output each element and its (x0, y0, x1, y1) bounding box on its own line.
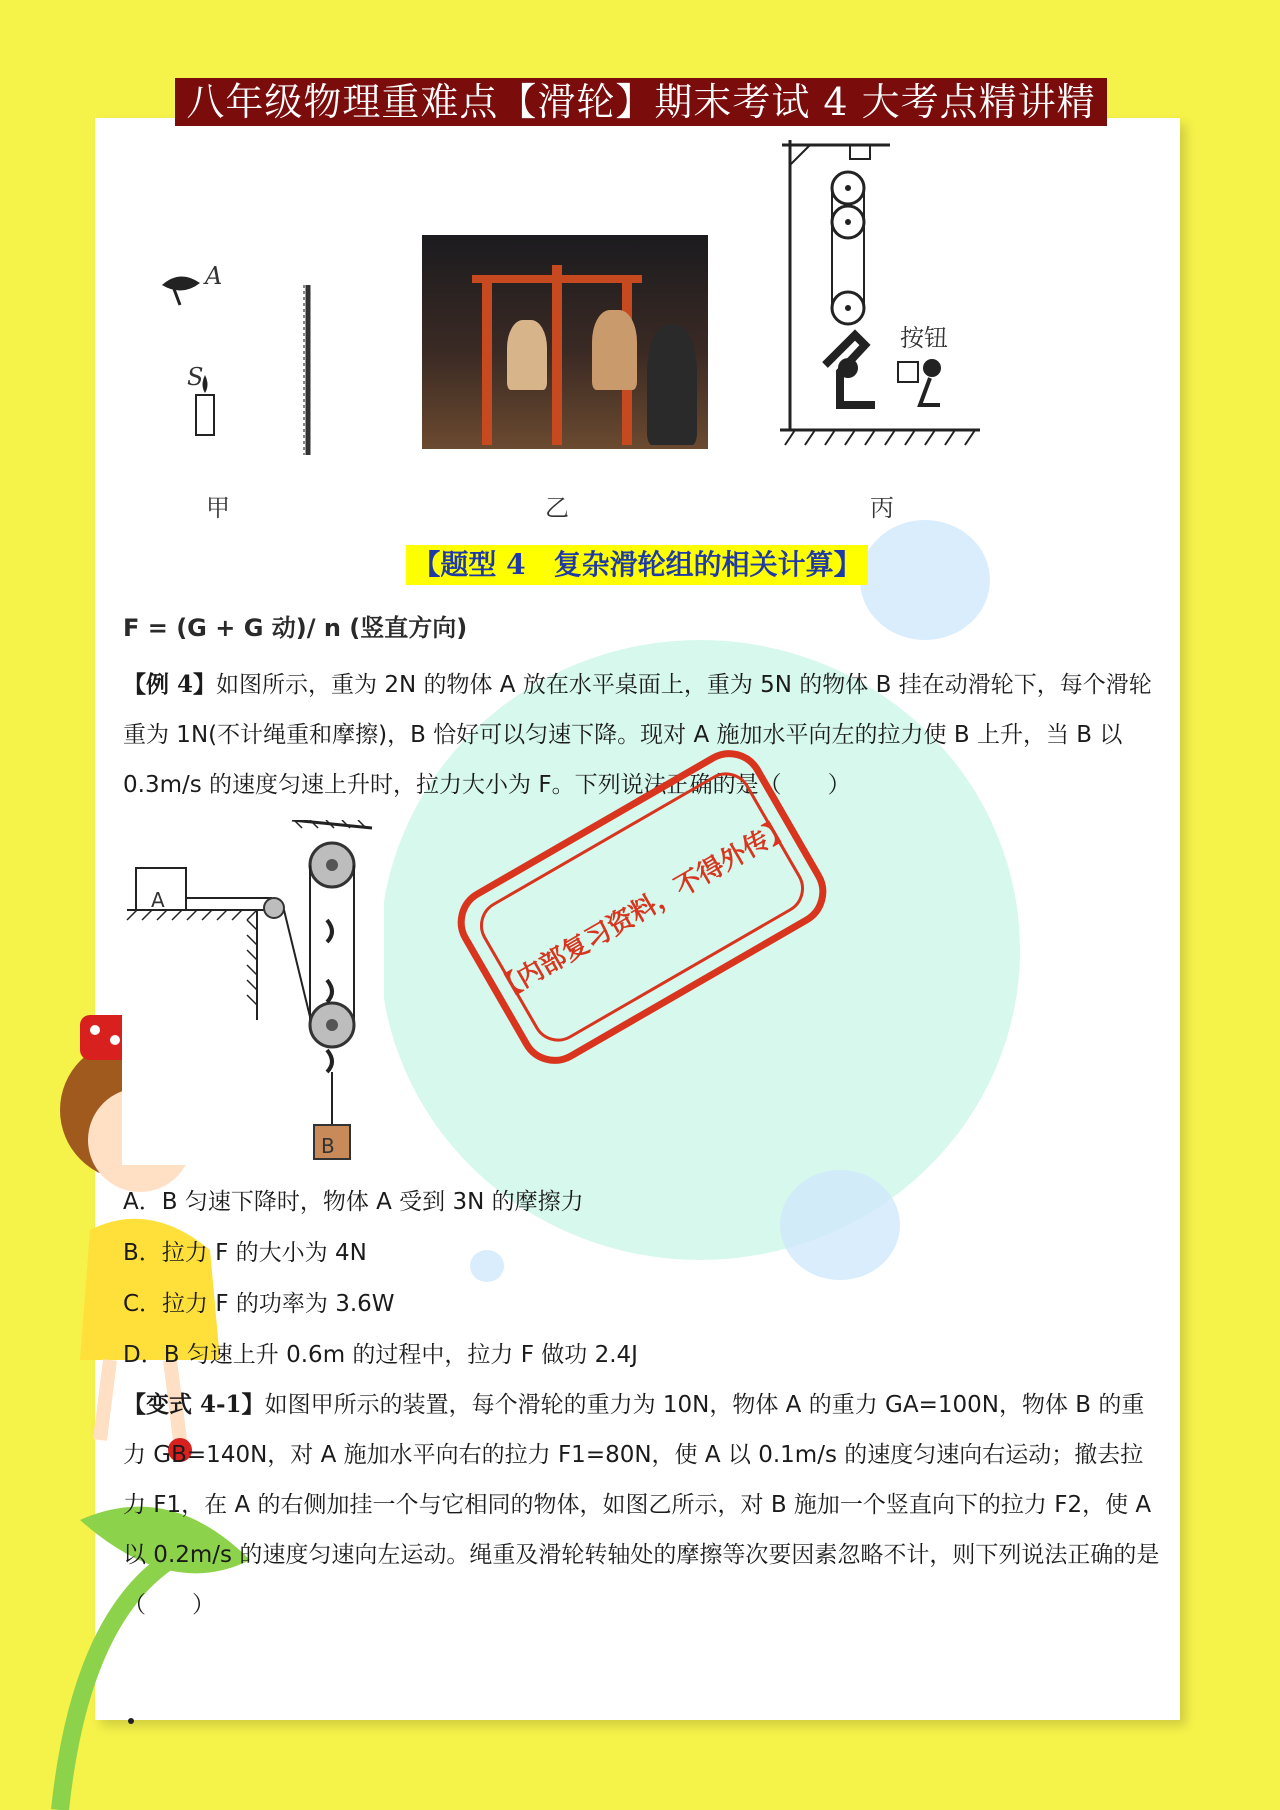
option-c: C．拉力 F 的功率为 3.6W (123, 1291, 395, 1317)
example-4-question (123, 660, 1163, 810)
option-b: B．拉力 F 的大小为 4N (123, 1240, 367, 1266)
label-point-A: A (205, 262, 223, 290)
figure-jia-mirror-candle (150, 255, 340, 465)
photo-pulley-exhibit (422, 235, 708, 449)
decorative-bubble-small (470, 1250, 504, 1282)
page-title: 八年级物理重难点【滑轮】期末考试 4 大考点精讲精练 (175, 78, 1107, 126)
figure-label-yi: 乙 (545, 494, 569, 522)
option-d: D．B 匀速上升 0.6m 的过程中，拉力 F 做功 2.4J (123, 1342, 638, 1368)
watermark-stamp-text: 【内部复习资料，不得外传】 (489, 811, 798, 1007)
label-point-S: S (187, 363, 204, 391)
figure-label-block-A: A (151, 888, 165, 912)
example-4-tag: 【例 4】 (123, 671, 217, 698)
decorative-bubble-small (780, 1170, 900, 1280)
formula-text: F = (G + G 动)/ n (竖直方向) (123, 614, 468, 642)
figure-label-bing: 丙 (870, 494, 894, 522)
figure-example4-pulley-system (122, 820, 384, 1165)
variant-4-1-text: 如图甲所示的装置，每个滑轮的重力为 10N，物体 A 的重力 GA=100N，物体 B 的重力 GB=140N，对 A 施加水平向右的拉力 F1=80N，使 A 以 0.1m/s 的速度匀速向右运动；撤去拉力 F1，在 A 的右侧加挂一个与它相同的物体，如图乙所示，对 B 施加一个竖直向下的拉力 F2，使 A 以 0.2m/s 的速度匀速向左运动。绳重及滑轮转轴处的摩擦等次要因素忽略不计，则下列说法正确的是（ ） (123, 1392, 1160, 1618)
section-heading: 【题型 4 复杂滑轮组的相关计算】 (406, 545, 868, 585)
figure-label-block-B: B (321, 1134, 335, 1158)
variant-4-1-tag: 【变式 4-1】 (123, 1391, 265, 1418)
decorative-bubble-small (860, 520, 990, 640)
label-button: 按钮 (900, 324, 948, 352)
variant-4-1-question (123, 1380, 1163, 1630)
figure-label-jia: 甲 (206, 494, 230, 522)
page-end-dot (128, 1718, 134, 1724)
example-4-text: 如图所示，重为 2N 的物体 A 放在水平桌面上，重为 5N 的物体 B 挂在动滑轮下，每个滑轮重为 1N(不计绳重和摩擦)，B 恰好可以匀速下降。现对 A 施加水平向左的拉力使 B 上升，当 B 以 0.3m/s 的速度匀速上升时，拉力大小为 F。下列说法正确的是（ ） (123, 672, 1152, 798)
option-a: A．B 匀速下降时，物体 A 受到 3N 的摩擦力 (123, 1189, 584, 1215)
figure-bing-pulley-lift (780, 140, 980, 450)
